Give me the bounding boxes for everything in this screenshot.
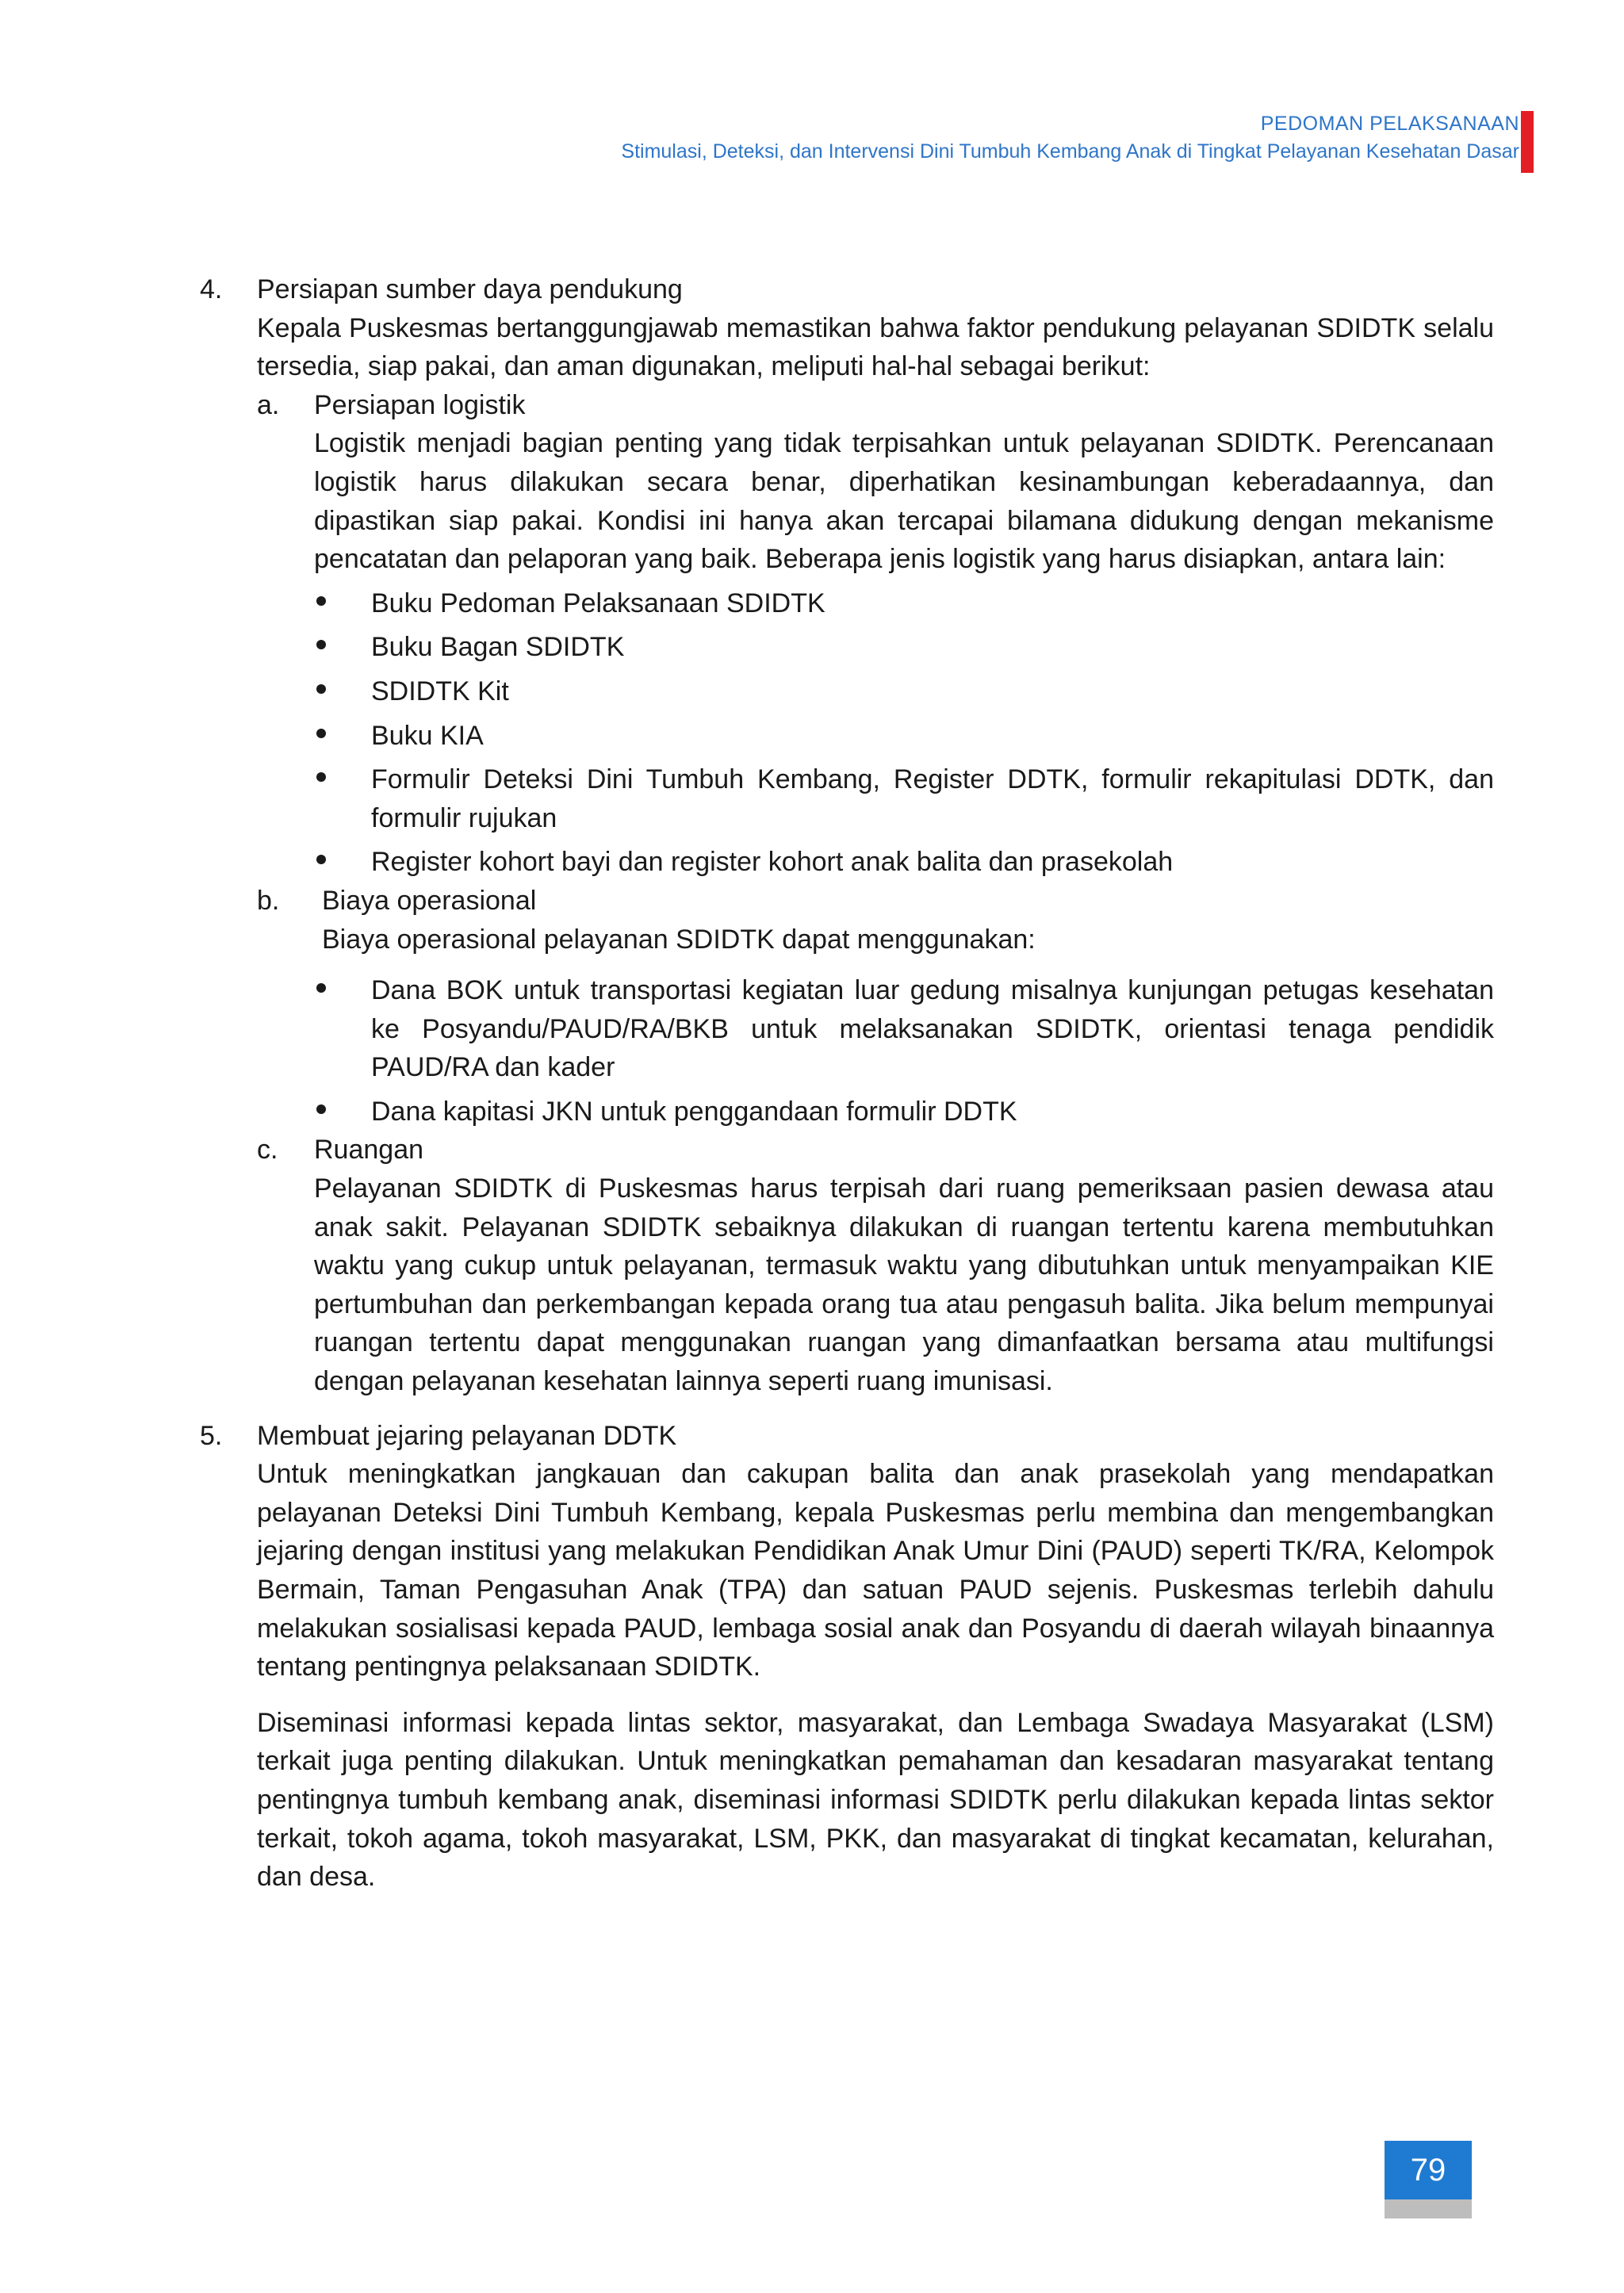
logistics-list — [314, 584, 1494, 882]
subsection-b-body: Biaya operasional pelayanan SDIDTK dapat menggunakan: — [322, 924, 1036, 955]
list-item: Dana BOK untuk transportasi kegiatan luar gedung misalnya kunjungan petugas kesehatan ke Posyandu/PAUD/RA/BKB untuk melaksanakan SDIDTK, orientasi tenaga pendidik PAUD/RA dan kader — [314, 971, 1494, 1087]
document-body — [200, 270, 1494, 1897]
subsection-c — [257, 1131, 1494, 1400]
list-item: Formulir Deteksi Dini Tumbuh Kembang, Register DDTK, formulir rekapitulasi DDTK, dan formulir rujukan — [314, 760, 1494, 837]
bullet-icon — [316, 772, 326, 782]
section-5-para-2: Diseminasi informasi kepada lintas sektor, masyarakat, dan Lembaga Swadaya Masyarakat (LSM) terkait juga penting dilakukan. Untuk meningkatkan pemahaman dan kesadaran masyarakat tentang pentingnya tumbuh kembang anak, diseminasi informasi SDIDTK perlu dilakukan kepada lintas sektor terkait, tokoh agama, tokoh masyarakat, LSM, PKK, dan masyarakat di tingkat kecamatan, kelurahan, dan desa. — [257, 1707, 1494, 1893]
bullet-icon — [316, 640, 326, 649]
subsection-a — [257, 386, 1494, 882]
section-4-title: Persiapan sumber daya pendukung — [257, 274, 683, 304]
section-4-number: 4. — [200, 274, 223, 304]
section-5 — [200, 1417, 1494, 1897]
subsection-a-letter: a. — [257, 389, 280, 420]
list-item: Register kohort bayi dan register kohort anak balita dan prasekolah — [314, 843, 1494, 882]
section-4 — [200, 270, 1494, 1401]
page-number: 79 — [1385, 2141, 1472, 2199]
subsection-c-body: Pelayanan SDIDTK di Puskesmas harus terpisah dari ruang pemeriksaan pasien dewasa atau anak sakit. Pelayanan SDIDTK sebaiknya dilakukan di ruangan tertentu karena membutuhkan waktu yang cukup untuk pelayanan, termasuk waktu yang dibutuhkan untuk menyampaikan KIE pertumbuhan dan perkembangan kepada orang tua atau pengasuh balita. Jika belum mempunyai ruangan tertentu dapat menggunakan ruangan yang dimanfaatkan bersama atau multifungsi dengan pelayanan kesehatan lainnya seperti ruang imunisasi. — [314, 1173, 1494, 1397]
section-5-number: 5. — [200, 1420, 223, 1451]
list-item: Dana kapitasi JKN untuk penggandaan formulir DDTK — [314, 1093, 1494, 1131]
header-subtitle: Stimulasi, Deteksi, dan Intervensi Dini Tumbuh Kembang Anak di Tingkat Pelayanan Kesehatan Dasar — [621, 140, 1519, 163]
header-title: PEDOMAN PELAKSANAAN — [1260, 113, 1519, 135]
bullet-icon — [316, 596, 326, 606]
subsection-b-letter: b. — [257, 885, 280, 916]
bullet-icon — [316, 1104, 326, 1114]
section-4-intro: Kepala Puskesmas bertanggungjawab memastikan bahwa faktor pendukung pelayanan SDIDTK selalu tersedia, siap pakai, dan aman digunakan, meliputi hal-hal sebagai berikut: — [257, 312, 1494, 382]
subsection-c-title: Ruangan — [314, 1135, 424, 1166]
section-5-para-1: Untuk meningkatkan jangkauan dan cakupan balita dan anak prasekolah yang mendapatkan pelayanan Deteksi Dini Tumbuh Kembang, kepala Puskesmas perlu membina dan mengembangkan jejaring dengan institusi yang melakukan Pendidikan Anak Umur Dini (PAUD) seperti TK/RA, Kelompok Bermain, Taman Pengasuhan Anak (TPA) dan satuan PAUD sejenis. Puskesmas terlebih dahulu melakukan sosialisasi kepada PAUD, lembaga sosial anak dan Posyandu di daerah wilayah binaannya tentang pentingnya pelaksanaan SDIDTK. — [257, 1459, 1494, 1682]
list-item: Buku KIA — [314, 717, 1494, 756]
running-header — [621, 111, 1519, 165]
page-number-shadow — [1385, 2199, 1472, 2218]
list-item: SDIDTK Kit — [314, 672, 1494, 711]
subsection-a-title: Persiapan logistik — [314, 389, 526, 420]
subsection-b-title: Biaya operasional — [322, 885, 537, 916]
bullet-icon — [316, 729, 326, 738]
subsection-c-letter: c. — [257, 1135, 278, 1166]
bullet-icon — [316, 684, 326, 694]
subsection-b — [257, 882, 1494, 1131]
header-accent-bar — [1521, 111, 1534, 173]
section-5-title: Membuat jejaring pelayanan DDTK — [257, 1420, 677, 1451]
bullet-icon — [316, 983, 326, 993]
subsection-a-body: Logistik menjadi bagian penting yang tidak terpisahkan untuk pelayanan SDIDTK. Perencanaan logistik harus dilakukan secara benar, diperhatikan kesinambungan keberadaannya, dan dipastikan siap pakai. Kondisi ini hanya akan tercapai bilamana didukung dengan mekanisme pencatatan dan pelaporan yang baik. Beberapa jenis logistik yang harus disiapkan, antara lain: — [314, 428, 1494, 575]
funding-list — [314, 971, 1494, 1131]
bullet-icon — [316, 855, 326, 864]
list-item: Buku Bagan SDIDTK — [314, 628, 1494, 667]
list-item: Buku Pedoman Pelaksanaan SDIDTK — [314, 584, 1494, 623]
